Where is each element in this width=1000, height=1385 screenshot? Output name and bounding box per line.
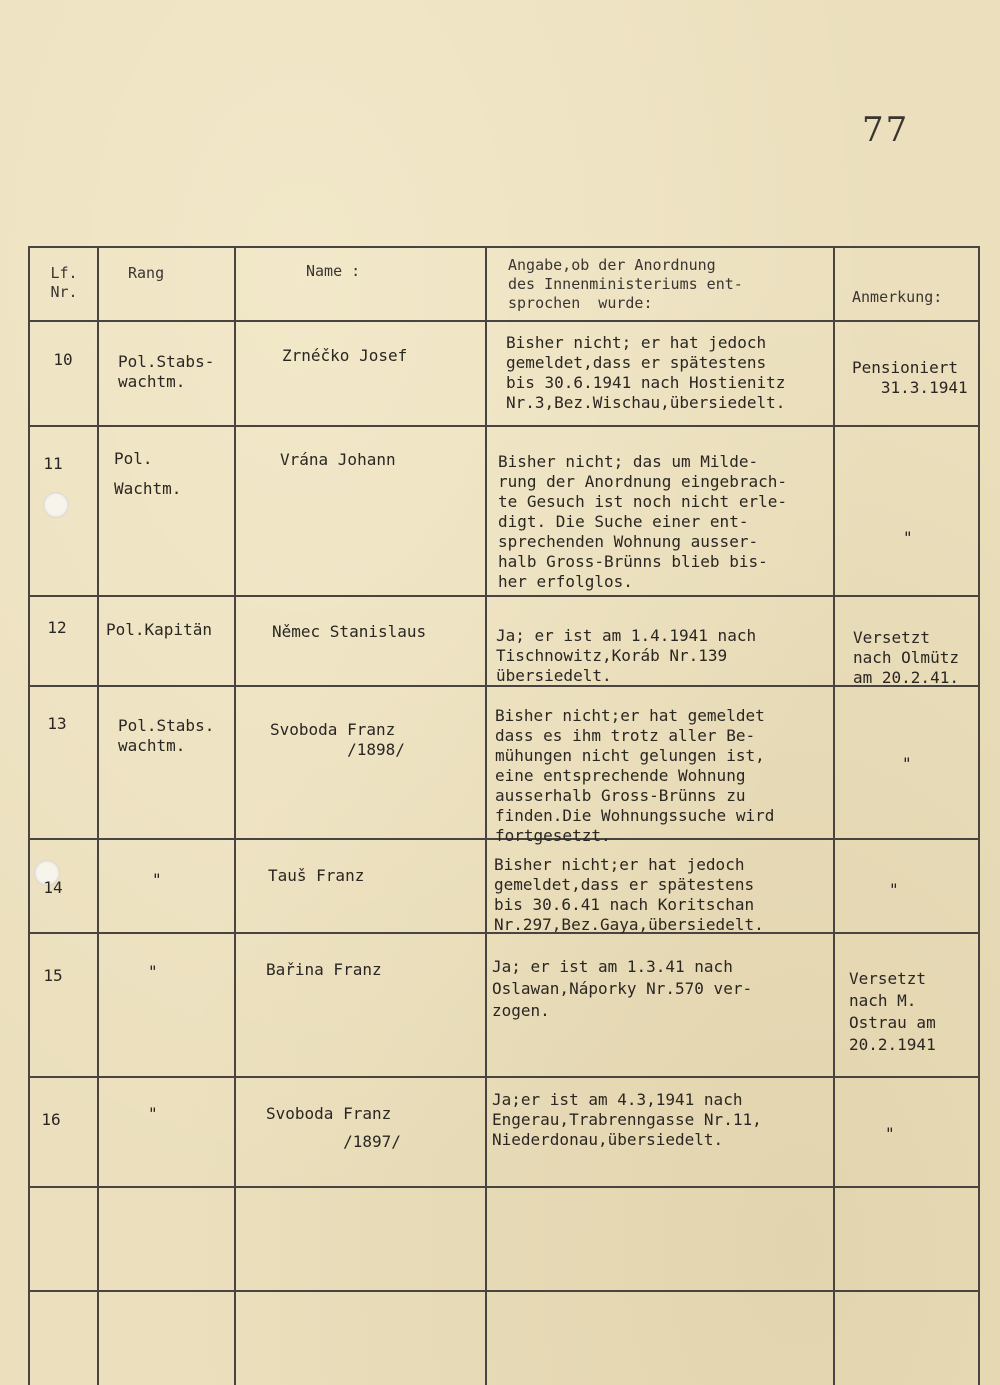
- row-name: Němec Stanislaus: [272, 622, 427, 641]
- row-angabe: Bisher nicht; das um Milde- rung der Anordnung eingebrach- te Gesuch ist noch nicht erle- digt. Die Suche einer ent- sprechenden Wohnung ausser- halb Gross-Brünns blieb bis- her erfolglos.: [498, 452, 787, 591]
- row-anmerkung: ": [889, 880, 899, 899]
- header-nr: Lf. Nr.: [50, 264, 78, 301]
- punch-hole: [43, 492, 69, 518]
- header-rang: Rang: [128, 264, 165, 282]
- row-name: Zrnéčko Josef: [282, 346, 408, 365]
- row-number: 16: [41, 1110, 61, 1129]
- row-anmerkung: Versetzt nach Olmütz am 20.2.41.: [853, 628, 959, 687]
- row-number: 15: [43, 966, 63, 985]
- row-angabe: Bisher nicht; er hat jedoch gemeldet,dass er spätestens bis 30.6.1941 nach Hostienitz Nr.3,Bez.Wischau,übersiedelt.: [506, 333, 786, 412]
- row-number: 11: [43, 454, 63, 473]
- row-name: Bařina Franz: [266, 960, 382, 979]
- row-number: 13: [47, 714, 67, 733]
- row-angabe: Ja; er ist am 1.4.1941 nach Tischnowitz,Koráb Nr.139 übersiedelt.: [496, 626, 757, 685]
- row-number: 10: [53, 350, 73, 369]
- row-rang: ": [152, 870, 162, 889]
- row-angabe: Bisher nicht;er hat gemeldet dass es ihm trotz aller Be- mühungen nicht gelungen ist, eine entsprechende Wohnung ausserhalb Gross-Brünns zu finden.Die Wohnungssuche wird fortgesetzt.: [495, 706, 775, 845]
- row-rang: Pol.Kapitän: [106, 620, 212, 639]
- header-angabe: Angabe,ob der Anordnung des Innenministeriums ent- sprochen wurde:: [508, 256, 743, 312]
- row-rang: ": [148, 1104, 158, 1123]
- row-name: Svoboda Franz /1898/: [270, 720, 405, 759]
- row-angabe: Ja; er ist am 1.3.41 nach Oslawan,Náporky Nr.570 ver- zogen.: [492, 957, 753, 1020]
- row-name: Svoboda Franz /1897/: [266, 1104, 401, 1151]
- row-anmerkung: ": [885, 1124, 895, 1143]
- row-anmerkung: ": [902, 754, 912, 773]
- row-number: 14: [43, 878, 63, 897]
- row-name: Tauš Franz: [268, 866, 365, 885]
- row-anmerkung: Pensioniert 31.3.1941: [852, 358, 968, 397]
- row-rang: ": [148, 962, 158, 981]
- row-angabe: Ja;er ist am 4.3,1941 nach Engerau,Trabrenngasse Nr.11, Niederdonau,übersiedelt.: [492, 1090, 762, 1149]
- row-number: 12: [47, 618, 67, 637]
- row-rang: Pol.Stabs- wachtm.: [118, 352, 215, 391]
- page-number: 77: [862, 110, 910, 150]
- row-anmerkung: Versetzt nach M. Ostrau am 20.2.1941: [849, 969, 936, 1054]
- header-anmerkung: Anmerkung:: [852, 288, 943, 306]
- row-rang: Pol.Stabs. wachtm.: [118, 716, 215, 755]
- row-anmerkung: ": [903, 528, 913, 547]
- row-rang: Pol. Wachtm.: [114, 449, 182, 498]
- header-name: Name :: [306, 262, 361, 280]
- row-angabe: Bisher nicht;er hat jedoch gemeldet,dass er spätestens bis 30.6.41 nach Koritschan Nr.297,Bez.Gaya,übersiedelt.: [494, 855, 764, 934]
- row-name: Vrána Johann: [280, 450, 396, 469]
